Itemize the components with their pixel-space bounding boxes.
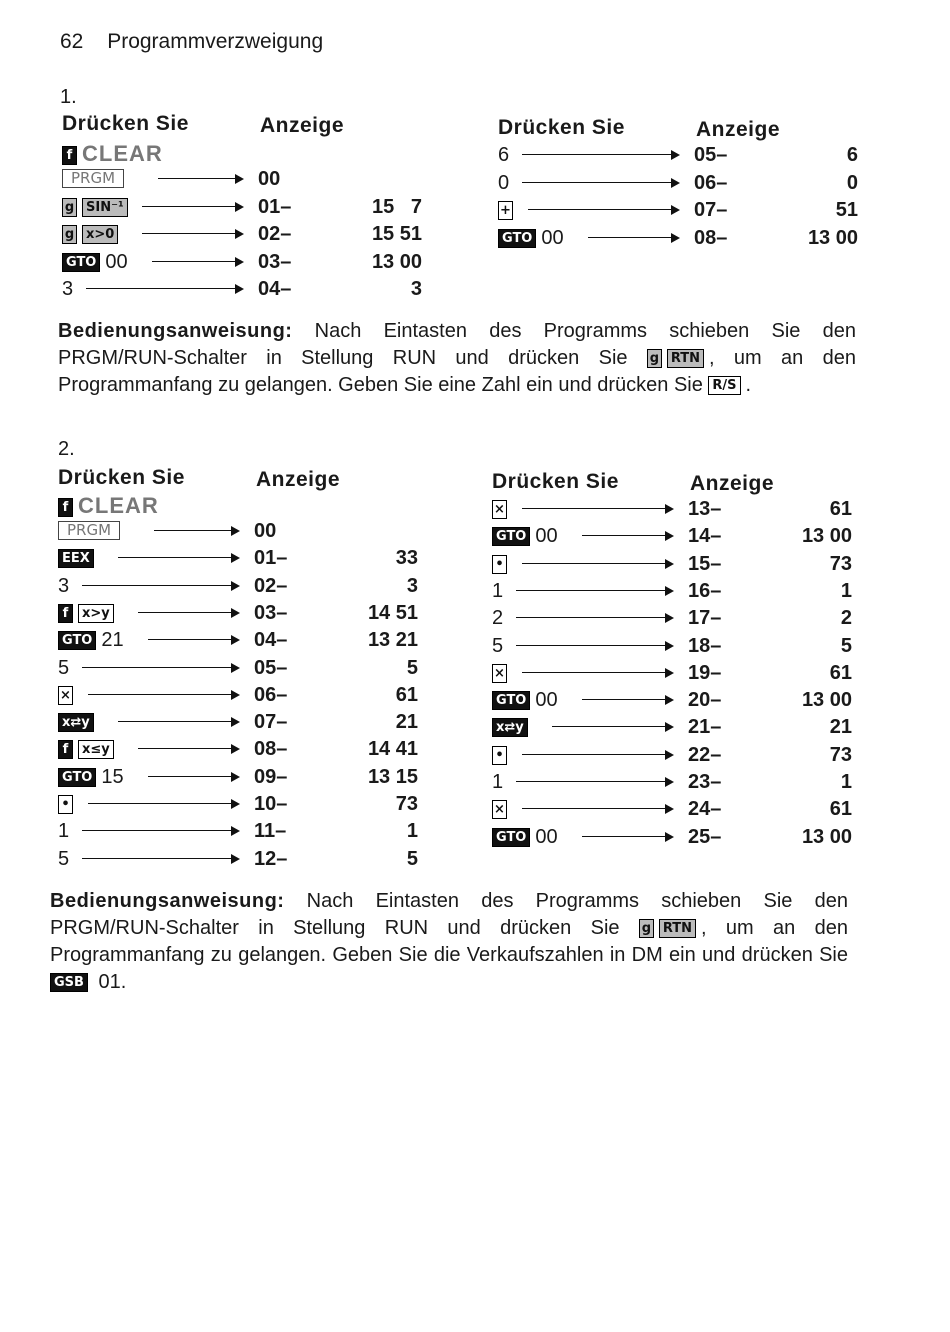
instruction-text: Nach Eintasten des Programms schieben Sie den PRGM/RUN-Schalter in Stellung RUN und drücken Sie: [50, 890, 848, 939]
key-sequence: [58, 547, 99, 570]
step-number: 03–: [258, 250, 292, 273]
arrow-icon: [154, 520, 240, 540]
arrow-icon: [138, 602, 240, 622]
calculator-key: f: [58, 740, 73, 759]
keystroke-row: [492, 553, 852, 580]
key-code: 13 15: [367, 765, 418, 788]
step-number: 25–: [688, 825, 722, 848]
keystroke-row: [492, 744, 852, 771]
calculator-key: g: [62, 225, 77, 244]
arrow-icon: [152, 251, 244, 271]
keystroke-row: [58, 520, 418, 547]
calculator-key: GTO: [498, 229, 536, 248]
key-code: 14 41: [367, 738, 418, 761]
key-code: 61: [829, 661, 852, 684]
step-number: 17–: [688, 607, 722, 630]
key-argument: 15: [101, 765, 124, 788]
keystroke-row: [58, 547, 418, 574]
key-code: 61: [395, 683, 418, 706]
calculator-key: GTO: [62, 253, 100, 272]
instruction-text: Nach Eintasten des Programms schieben Sie den PRGM/RUN-Schalter in Stellung RUN und drücken Sie: [58, 320, 856, 369]
key-code: 13 00: [801, 825, 852, 848]
instruction-text: , um an den Programmanfang zu gelangen. Geben Sie eine Zahl ein und drücken Sie: [58, 347, 857, 396]
key-code: 13 00: [801, 525, 852, 548]
key-code: 1: [840, 771, 852, 793]
calculator-key: +: [498, 201, 513, 220]
calculator-key: f: [58, 604, 73, 623]
key-code: 21: [395, 711, 418, 734]
step-number: 18–: [688, 634, 722, 657]
instruction-paragraph: [58, 318, 856, 399]
keystroke-row: [58, 820, 418, 847]
key-code: 73: [829, 552, 852, 575]
key-sequence: [492, 798, 512, 821]
step-number: 06–: [254, 683, 288, 706]
keystroke-row: [58, 738, 418, 765]
key-sequence: 1: [492, 771, 504, 793]
calculator-key: GTO: [492, 691, 530, 710]
step-number: 01–: [254, 547, 288, 570]
arrow-icon: [82, 848, 240, 868]
arrow-icon: [82, 657, 240, 677]
key-code: 13 00: [371, 250, 422, 273]
arrow-icon: [142, 196, 244, 216]
calculator-key: •: [492, 746, 507, 765]
gsb-key: GSB: [50, 973, 88, 992]
instruction-text: , um an den Programmanfang zu gelangen. Geben Sie die Verkaufszahlen in DM ein und drücken Sie: [50, 917, 849, 966]
arrow-icon: [88, 793, 240, 813]
calculator-key: PRGM: [58, 521, 120, 540]
clear-label: CLEAR: [78, 493, 159, 518]
step-number: 05–: [694, 144, 728, 166]
keystroke-row: [62, 251, 422, 278]
key-code: 0: [846, 171, 858, 194]
arrow-icon: [516, 580, 674, 600]
instruction-paragraph: [50, 888, 848, 996]
step-number: 22–: [688, 743, 722, 766]
calculator-key: x⇄y: [58, 713, 94, 732]
calculator-key: •: [58, 795, 73, 814]
keystroke-row: [498, 199, 858, 226]
keystroke-row: [58, 657, 418, 684]
key-sequence: 5: [58, 847, 70, 870]
column-header-press: Drücken Sie: [498, 116, 625, 139]
step-number: 00: [258, 168, 281, 190]
key-code: 14 51: [367, 601, 418, 624]
arrow-icon: [516, 607, 674, 627]
key-argument: 21: [101, 629, 124, 652]
key-sequence: [498, 199, 518, 222]
arrow-icon: [138, 738, 240, 758]
key-sequence: 6: [498, 144, 510, 166]
key-sequence: [62, 196, 133, 219]
keystroke-row: [492, 826, 852, 853]
calculator-key: ×: [492, 500, 507, 519]
calculator-key: EEX: [58, 549, 94, 568]
instruction-text: .: [745, 374, 752, 396]
instruction-text: 01.: [92, 971, 127, 993]
calculator-key: SIN⁻¹: [82, 198, 128, 217]
page-header: [60, 30, 323, 54]
arrow-icon: [528, 199, 680, 219]
step-number: 21–: [688, 716, 722, 739]
column-header-display: Anzeige: [690, 472, 775, 495]
calculator-key: g: [62, 198, 77, 217]
key-sequence: [492, 498, 512, 521]
step-number: 02–: [254, 574, 288, 597]
keystroke-row: [58, 766, 418, 793]
keystroke-row: [492, 525, 852, 552]
key-argument: 00: [535, 525, 558, 548]
arrow-icon: [582, 525, 674, 545]
keystroke-row: [498, 227, 858, 254]
step-number: 14–: [688, 525, 722, 548]
arrow-icon: [82, 575, 240, 595]
step-number: 13–: [688, 498, 722, 520]
key-code: 5: [406, 656, 418, 679]
page-number: 62: [60, 30, 84, 53]
key-code: 73: [829, 743, 852, 766]
key-code: 6: [846, 144, 858, 166]
step-number: 23–: [688, 771, 722, 793]
key-sequence: 1: [58, 820, 70, 843]
calculator-key: GTO: [492, 828, 530, 847]
key-sequence: [58, 629, 124, 652]
calculator-key: x≤y: [78, 740, 114, 759]
key-code: 51: [835, 199, 858, 221]
step-number: 19–: [688, 661, 722, 684]
step-number: 07–: [254, 711, 288, 734]
key-code: 73: [395, 793, 418, 815]
key-sequence: [62, 223, 123, 246]
keystroke-row: [492, 689, 852, 716]
key-code: 1: [840, 579, 852, 602]
key-sequence: [62, 168, 129, 191]
run-stop-key: R/S: [708, 376, 740, 395]
step-number: 11–: [254, 820, 287, 843]
keystroke-row: [498, 172, 858, 199]
key-code: 33: [395, 547, 418, 570]
calculator-key: ×: [492, 800, 507, 819]
clear-label: CLEAR: [82, 141, 163, 166]
arrow-icon: [516, 771, 674, 791]
arrow-icon: [86, 278, 244, 298]
calculator-key: ×: [58, 686, 73, 705]
key-code: 2: [840, 607, 852, 630]
key-code: 13 00: [807, 226, 858, 249]
arrow-icon: [522, 172, 680, 192]
page-title: Programmverzweigung: [107, 30, 324, 53]
calculator-key: x⇄y: [492, 718, 528, 737]
key-code: 5: [406, 847, 418, 870]
keystroke-row: [492, 635, 852, 662]
arrow-icon: [522, 744, 674, 764]
key-argument: 00: [105, 250, 128, 273]
calculator-key: GTO: [58, 768, 96, 787]
key-code: 15 7: [371, 195, 422, 218]
key-argument: 00: [541, 226, 564, 249]
rtn-key: RTN: [659, 919, 696, 938]
keystroke-row: [62, 168, 422, 195]
calculator-key: x>0: [82, 225, 118, 244]
keystroke-row: [58, 711, 418, 738]
key-sequence: 3: [62, 278, 74, 300]
arrow-icon: [158, 168, 244, 188]
arrow-icon: [142, 223, 244, 243]
step-number: 20–: [688, 689, 722, 712]
rtn-key: RTN: [667, 349, 704, 368]
key-sequence: 3: [58, 574, 70, 597]
step-number: 15–: [688, 552, 722, 575]
keystroke-row: [492, 662, 852, 689]
key-code: 13 00: [801, 689, 852, 712]
arrow-icon: [522, 498, 674, 518]
arrow-icon: [148, 629, 240, 649]
key-code: 15 51: [371, 223, 422, 245]
keystroke-row: [498, 144, 858, 171]
keystroke-row: [62, 278, 422, 305]
key-sequence: [58, 602, 119, 625]
calculator-key: x>y: [78, 604, 114, 623]
key-code: 13 21: [367, 629, 418, 652]
instruction-label: Bedienungsanweisung:: [58, 320, 293, 342]
key-sequence: [492, 525, 558, 548]
step-number: 24–: [688, 798, 722, 821]
arrow-icon: [148, 766, 240, 786]
key-code: 1: [406, 820, 418, 843]
key-argument: 00: [535, 689, 558, 712]
step-number: 10–: [254, 793, 288, 815]
column-header-press: Drücken Sie: [492, 470, 619, 493]
key-sequence: [492, 744, 512, 767]
calculator-key: PRGM: [62, 169, 124, 188]
key-sequence: 5: [58, 656, 70, 679]
step-number: 03–: [254, 601, 288, 624]
arrow-icon: [522, 798, 674, 818]
section-number: 2.: [58, 438, 75, 460]
keystroke-row: [58, 602, 418, 629]
key-sequence: 1: [492, 579, 504, 602]
key-code: 21: [829, 716, 852, 739]
key-code: 3: [410, 278, 422, 300]
key-sequence: 2: [492, 607, 504, 630]
key-sequence: [492, 553, 512, 576]
arrow-icon: [582, 826, 674, 846]
keystroke-row: [492, 607, 852, 634]
column-header-press: Drücken Sie: [62, 112, 189, 135]
key-argument: 00: [535, 825, 558, 848]
step-number: 08–: [254, 738, 288, 761]
key-sequence: 5: [492, 634, 504, 657]
step-number: 02–: [258, 223, 292, 245]
step-number: 01–: [258, 195, 292, 218]
calculator-key: GTO: [58, 631, 96, 650]
keystroke-row: [492, 771, 852, 798]
keystroke-row: [58, 684, 418, 711]
key-sequence: [492, 689, 558, 712]
step-number: 06–: [694, 171, 728, 194]
arrow-icon: [522, 662, 674, 682]
keystroke-row: [492, 580, 852, 607]
calculator-key: GTO: [492, 527, 530, 546]
keystroke-row: [62, 223, 422, 250]
key-sequence: 0: [498, 171, 510, 194]
keystroke-row: [58, 575, 418, 602]
key-sequence: [58, 684, 78, 707]
step-number: 00: [254, 520, 277, 542]
keystroke-row: [58, 629, 418, 656]
key-code: 61: [829, 498, 852, 520]
key-code: 3: [406, 574, 418, 597]
step-number: 05–: [254, 656, 288, 679]
f-key: f: [62, 146, 77, 165]
step-number: 08–: [694, 226, 728, 249]
keystroke-row: [62, 196, 422, 223]
arrow-icon: [522, 553, 674, 573]
keystroke-row: [58, 793, 418, 820]
key-code: 5: [840, 634, 852, 657]
key-code: 61: [829, 798, 852, 821]
arrow-icon: [516, 635, 674, 655]
instruction-label: Bedienungsanweisung:: [50, 890, 285, 912]
column-header-press: Drücken Sie: [58, 466, 185, 489]
key-sequence: [58, 766, 124, 789]
column-header-display: Anzeige: [260, 114, 345, 137]
arrow-icon: [588, 227, 680, 247]
key-sequence: [58, 738, 119, 761]
calculator-key: ×: [492, 664, 507, 683]
keystroke-row: [492, 498, 852, 525]
arrow-icon: [118, 711, 240, 731]
step-number: 09–: [254, 765, 288, 788]
column-header-display: Anzeige: [696, 118, 781, 141]
arrow-icon: [582, 689, 674, 709]
arrow-icon: [118, 547, 240, 567]
step-number: 12–: [254, 847, 288, 870]
arrow-icon: [88, 684, 240, 704]
keystroke-row: [58, 848, 418, 875]
step-number: 04–: [258, 278, 292, 300]
key-sequence: [58, 711, 99, 734]
key-sequence: [492, 716, 533, 739]
step-number: 04–: [254, 629, 288, 652]
key-sequence: [62, 251, 128, 274]
arrow-icon: [552, 716, 674, 736]
keystroke-row: [492, 798, 852, 825]
column-header-display: Anzeige: [256, 468, 341, 491]
g-key: g: [639, 919, 654, 938]
keystroke-row: [492, 716, 852, 743]
f-key: f: [58, 498, 73, 517]
calculator-key: •: [492, 555, 507, 574]
arrow-icon: [522, 144, 680, 164]
g-key: g: [647, 349, 662, 368]
key-sequence: [58, 793, 78, 816]
step-number: 16–: [688, 579, 722, 602]
section-number: 1.: [60, 86, 77, 108]
step-number: 07–: [694, 199, 728, 221]
key-sequence: [58, 520, 125, 543]
key-sequence: [498, 227, 564, 250]
arrow-icon: [82, 820, 240, 840]
key-sequence: [492, 662, 512, 685]
key-sequence: [492, 826, 558, 849]
